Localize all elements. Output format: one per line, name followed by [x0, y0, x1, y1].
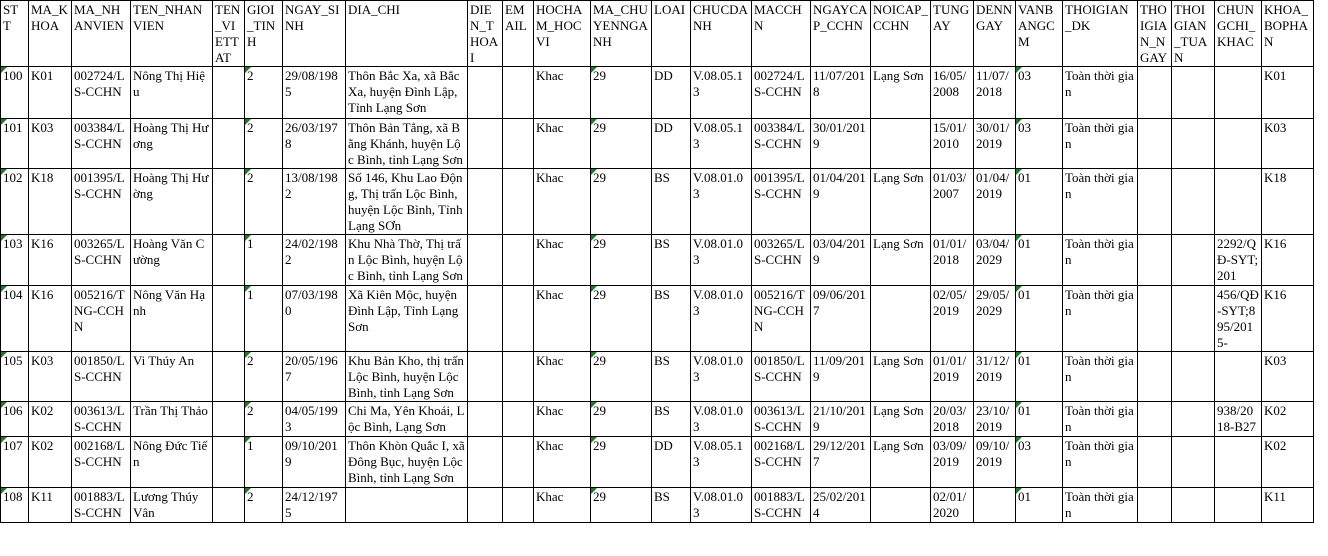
cell-denngay[interactable]: 11/07/2018	[974, 67, 1016, 119]
cell-chucdanh[interactable]: V.08.01.03	[691, 169, 752, 235]
header-thoigian-dk: THOIGIAN_DK	[1063, 1, 1138, 67]
cell-gioi-tinh[interactable]: 1	[245, 286, 283, 352]
cell-thoigian-ngay[interactable]	[1138, 488, 1172, 523]
cell-hocham-hocvi[interactable]: Khac	[534, 437, 591, 488]
cell-khoa-bophan[interactable]: K03	[1262, 119, 1314, 169]
cell-tungay[interactable]: 01/01/2018	[931, 235, 974, 286]
cell-gioi-tinh[interactable]: 2	[245, 402, 283, 437]
cell-thoigian-tuan[interactable]	[1172, 235, 1215, 286]
cell-gioi-tinh[interactable]: 1	[245, 437, 283, 488]
table-row	[1, 352, 1314, 402]
cell-loai[interactable]: BS	[652, 169, 691, 235]
cell-dia-chi[interactable]: Thôn Bắc Xa, xã Bắc Xa, huyện Đình Lập, Tỉnh Lạng Sơn	[346, 67, 468, 119]
cell-thoigian-tuan[interactable]	[1172, 437, 1215, 488]
cell-chungchi-khac[interactable]	[1215, 169, 1262, 235]
cell-dien-thoai[interactable]	[468, 437, 503, 488]
header-gioi-tinh: GIOI_TINH	[245, 1, 283, 67]
header-chungchi-khac: CHUNGCHI_KHAC	[1215, 1, 1262, 67]
cell-thoigian-tuan[interactable]	[1172, 119, 1215, 169]
cell-ma-nhanvien[interactable]: 001850/LS-CCHN	[72, 352, 131, 402]
cell-email[interactable]	[503, 286, 534, 352]
header-thoigian-tuan: THOIGIAN_TUAN	[1172, 1, 1215, 67]
cell-dia-chi[interactable]: Khu Nhà Thờ, Thị trấn Lộc Bình, huyện Lộc Bình, tỉnh Lạng Sơn	[346, 235, 468, 286]
cell-dien-thoai[interactable]	[468, 402, 503, 437]
cell-macchn[interactable]: 003384/LS-CCHN	[752, 119, 811, 169]
cell-loai[interactable]: DD	[652, 67, 691, 119]
cell-ten-nhanvien[interactable]: Lương Thúy Vân	[131, 488, 213, 523]
cell-stt[interactable]: 108	[1, 488, 29, 523]
cell-ngaycap-cchn[interactable]: 29/12/2017	[811, 437, 871, 488]
cell-email[interactable]	[503, 437, 534, 488]
header-chucdanh: CHUCDANH	[691, 1, 752, 67]
cell-chungchi-khac[interactable]: 456/QĐ-SYT;895/2015-	[1215, 286, 1262, 352]
cell-denngay[interactable]: 03/04/2029	[974, 235, 1016, 286]
cell-thoigian-tuan[interactable]	[1172, 286, 1215, 352]
cell-thoigian-dk[interactable]: Toàn thời gian	[1063, 169, 1138, 235]
cell-noicap-cchn[interactable]	[871, 119, 931, 169]
cell-ma-nhanvien[interactable]: 002724/LS-CCHN	[72, 67, 131, 119]
cell-ma-khoa[interactable]: K03	[29, 352, 72, 402]
cell-ma-khoa[interactable]: K16	[29, 286, 72, 352]
cell-hocham-hocvi[interactable]: Khac	[534, 402, 591, 437]
cell-ngay-sinh[interactable]: 26/03/1978	[283, 119, 346, 169]
table-row	[1, 119, 1314, 169]
cell-dia-chi[interactable]: Khu Bản Kho, thị trấn Lộc Bình, huyện Lộc Bình, tỉnh Lạng Sơn	[346, 352, 468, 402]
cell-ma-nhanvien[interactable]: 001395/LS-CCHN	[72, 169, 131, 235]
cell-vanbangcm[interactable]: 03	[1016, 119, 1063, 169]
cell-gioi-tinh[interactable]: 2	[245, 488, 283, 523]
cell-ngaycap-cchn[interactable]: 11/09/2019	[811, 352, 871, 402]
cell-gioi-tinh[interactable]: 2	[245, 119, 283, 169]
cell-dien-thoai[interactable]	[468, 119, 503, 169]
cell-dien-thoai[interactable]	[468, 67, 503, 119]
cell-loai[interactable]: BS	[652, 488, 691, 523]
cell-gioi-tinh[interactable]: 2	[245, 67, 283, 119]
cell-stt[interactable]: 107	[1, 437, 29, 488]
cell-macchn[interactable]: 002724/LS-CCHN	[752, 67, 811, 119]
cell-thoigian-ngay[interactable]	[1138, 67, 1172, 119]
header-ma-khoa: MA_KHOA	[29, 1, 72, 67]
cell-chungchi-khac[interactable]	[1215, 67, 1262, 119]
cell-denngay[interactable]: 01/04/2019	[974, 169, 1016, 235]
cell-ten-nhanvien[interactable]: Nông Văn Hạnh	[131, 286, 213, 352]
cell-thoigian-ngay[interactable]	[1138, 169, 1172, 235]
cell-dia-chi[interactable]	[346, 488, 468, 523]
table-row	[1, 235, 1314, 286]
cell-khoa-bophan[interactable]: K02	[1262, 437, 1314, 488]
cell-stt[interactable]: 100	[1, 67, 29, 119]
cell-khoa-bophan[interactable]: K18	[1262, 169, 1314, 235]
cell-email[interactable]	[503, 169, 534, 235]
cell-thoigian-dk[interactable]: Toàn thời gian	[1063, 119, 1138, 169]
cell-hocham-hocvi[interactable]: Khac	[534, 119, 591, 169]
cell-thoigian-ngay[interactable]	[1138, 352, 1172, 402]
cell-noicap-cchn[interactable]: Lạng Sơn	[871, 402, 931, 437]
cell-hocham-hocvi[interactable]: Khac	[534, 67, 591, 119]
cell-ma-nhanvien[interactable]: 003265/LS-CCHN	[72, 235, 131, 286]
cell-stt[interactable]: 102	[1, 169, 29, 235]
cell-chungchi-khac[interactable]	[1215, 437, 1262, 488]
cell-email[interactable]	[503, 119, 534, 169]
cell-khoa-bophan[interactable]: K16	[1262, 235, 1314, 286]
cell-dien-thoai[interactable]	[468, 235, 503, 286]
cell-vanbangcm[interactable]: 03	[1016, 437, 1063, 488]
cell-dia-chi[interactable]: Thôn Bản Tẳng, xã Bằng Khánh, huyện Lộc Bình, tỉnh Lạng Sơn	[346, 119, 468, 169]
cell-macchn[interactable]: 003265/LS-CCHN	[752, 235, 811, 286]
cell-hocham-hocvi[interactable]: Khac	[534, 235, 591, 286]
cell-ten-nhanvien[interactable]: Hoàng Văn Cường	[131, 235, 213, 286]
cell-noicap-cchn[interactable]: Lạng Sơn	[871, 437, 931, 488]
cell-ma-chuyennganh[interactable]: 29	[591, 169, 652, 235]
cell-ten-viettat[interactable]	[213, 352, 245, 402]
cell-ma-khoa[interactable]: K11	[29, 488, 72, 523]
cell-chucdanh[interactable]: V.08.01.03	[691, 488, 752, 523]
cell-ten-viettat[interactable]	[213, 286, 245, 352]
cell-thoigian-tuan[interactable]	[1172, 488, 1215, 523]
cell-noicap-cchn[interactable]: Lạng Sơn	[871, 67, 931, 119]
cell-macchn[interactable]: 001395/LS-CCHN	[752, 169, 811, 235]
cell-chungchi-khac[interactable]	[1215, 488, 1262, 523]
cell-tungay[interactable]: 02/05/2019	[931, 286, 974, 352]
cell-chucdanh[interactable]: V.08.01.03	[691, 402, 752, 437]
cell-vanbangcm[interactable]: 03	[1016, 67, 1063, 119]
cell-thoigian-dk[interactable]: Toàn thời gian	[1063, 437, 1138, 488]
cell-ma-chuyennganh[interactable]: 29	[591, 119, 652, 169]
cell-tungay[interactable]: 16/05/2008	[931, 67, 974, 119]
cell-ma-khoa[interactable]: K02	[29, 437, 72, 488]
cell-ten-nhanvien[interactable]: Hoàng Thị Hường	[131, 169, 213, 235]
cell-ma-chuyennganh[interactable]: 29	[591, 286, 652, 352]
cell-macchn[interactable]: 001883/LS-CCHN	[752, 488, 811, 523]
cell-denngay[interactable]	[974, 488, 1016, 523]
cell-ten-viettat[interactable]	[213, 119, 245, 169]
cell-khoa-bophan[interactable]: K02	[1262, 402, 1314, 437]
cell-vanbangcm[interactable]: 01	[1016, 352, 1063, 402]
cell-chungchi-khac[interactable]	[1215, 352, 1262, 402]
header-email: EMAIL	[503, 1, 534, 67]
cell-denngay[interactable]: 29/05/2029	[974, 286, 1016, 352]
cell-gioi-tinh[interactable]: 2	[245, 352, 283, 402]
cell-macchn[interactable]: 002168/LS-CCHN	[752, 437, 811, 488]
cell-gioi-tinh[interactable]: 1	[245, 235, 283, 286]
cell-ngaycap-cchn[interactable]: 03/04/2019	[811, 235, 871, 286]
cell-ten-viettat[interactable]	[213, 488, 245, 523]
header-ten-nhanvien: TEN_NHANVIEN	[131, 1, 213, 67]
cell-thoigian-dk[interactable]: Toàn thời gian	[1063, 286, 1138, 352]
cell-noicap-cchn[interactable]: Lạng Sơn	[871, 352, 931, 402]
cell-hocham-hocvi[interactable]: Khac	[534, 352, 591, 402]
cell-thoigian-tuan[interactable]	[1172, 67, 1215, 119]
cell-ma-nhanvien[interactable]: 002168/LS-CCHN	[72, 437, 131, 488]
header-denngay: DENNGAY	[974, 1, 1016, 67]
table-row	[1, 286, 1314, 352]
header-dia-chi: DIA_CHI	[346, 1, 468, 67]
cell-ngaycap-cchn[interactable]: 01/04/2019	[811, 169, 871, 235]
cell-dia-chi[interactable]: Xã Kiên Mộc, huyện Đình Lập, Tỉnh Lạng Sơn	[346, 286, 468, 352]
cell-chucdanh[interactable]: V.08.01.03	[691, 286, 752, 352]
cell-ten-nhanvien[interactable]: Nông Đức Tiến	[131, 437, 213, 488]
cell-dia-chi[interactable]: Chi Ma, Yên Khoái, Lộc Bình, Lạng Sơn	[346, 402, 468, 437]
cell-ma-nhanvien[interactable]: 005216/TNG-CCHN	[72, 286, 131, 352]
table-row	[1, 169, 1314, 235]
cell-dia-chi[interactable]: Thôn Khòn Quắc I, xã Đông Bục, huyện Lộc Bình, tỉnh Lạng Sơn	[346, 437, 468, 488]
cell-macchn[interactable]: 005216/TNG-CCHN	[752, 286, 811, 352]
table-row	[1, 488, 1314, 523]
cell-loai[interactable]: BS	[652, 235, 691, 286]
cell-loai[interactable]: BS	[652, 352, 691, 402]
cell-ngaycap-cchn[interactable]: 21/10/2019	[811, 402, 871, 437]
cell-loai[interactable]: DD	[652, 437, 691, 488]
cell-dien-thoai[interactable]	[468, 169, 503, 235]
cell-ma-chuyennganh[interactable]: 29	[591, 488, 652, 523]
cell-ma-chuyennganh[interactable]: 29	[591, 437, 652, 488]
header-dien-thoai: DIEN_THOAI	[468, 1, 503, 67]
cell-ma-nhanvien[interactable]: 003384/LS-CCHN	[72, 119, 131, 169]
cell-ngay-sinh[interactable]: 20/05/1967	[283, 352, 346, 402]
table-row	[1, 67, 1314, 119]
cell-thoigian-ngay[interactable]	[1138, 402, 1172, 437]
cell-khoa-bophan[interactable]: K01	[1262, 67, 1314, 119]
cell-ma-chuyennganh[interactable]: 29	[591, 402, 652, 437]
cell-stt[interactable]: 104	[1, 286, 29, 352]
cell-dien-thoai[interactable]	[468, 286, 503, 352]
header-ngaycap-cchn: NGAYCAP_CCHN	[811, 1, 871, 67]
cell-ngay-sinh[interactable]: 13/08/1982	[283, 169, 346, 235]
cell-denngay[interactable]: 09/10/2019	[974, 437, 1016, 488]
cell-denngay[interactable]: 30/01/2019	[974, 119, 1016, 169]
cell-ngay-sinh[interactable]: 24/02/1982	[283, 235, 346, 286]
cell-ma-khoa[interactable]: K02	[29, 402, 72, 437]
cell-thoigian-dk[interactable]: Toàn thời gian	[1063, 402, 1138, 437]
cell-chungchi-khac[interactable]: 2292/QĐ-SYT;201	[1215, 235, 1262, 286]
cell-khoa-bophan[interactable]: K16	[1262, 286, 1314, 352]
cell-stt[interactable]: 101	[1, 119, 29, 169]
header-ngay-sinh: NGAY_SINH	[283, 1, 346, 67]
cell-noicap-cchn[interactable]	[871, 286, 931, 352]
cell-macchn[interactable]: 003613/LS-CCHN	[752, 402, 811, 437]
cell-email[interactable]	[503, 67, 534, 119]
cell-ma-khoa[interactable]: K16	[29, 235, 72, 286]
cell-vanbangcm[interactable]: 01	[1016, 235, 1063, 286]
cell-email[interactable]	[503, 402, 534, 437]
header-macchn: MACCHN	[752, 1, 811, 67]
cell-stt[interactable]: 106	[1, 402, 29, 437]
header-noicap-cchn: NOICAP_CCHN	[871, 1, 931, 67]
cell-thoigian-ngay[interactable]	[1138, 286, 1172, 352]
cell-thoigian-tuan[interactable]	[1172, 402, 1215, 437]
cell-email[interactable]	[503, 235, 534, 286]
cell-dia-chi[interactable]: Số 146, Khu Lao Động, Thị trấn Lộc Bình, huyện Lộc Bình, Tỉnh Lạng SƠn	[346, 169, 468, 235]
cell-chucdanh[interactable]: V.08.01.03	[691, 235, 752, 286]
cell-thoigian-tuan[interactable]	[1172, 169, 1215, 235]
header-stt: STT	[1, 1, 29, 67]
cell-thoigian-tuan[interactable]	[1172, 352, 1215, 402]
cell-ngay-sinh[interactable]: 29/08/1985	[283, 67, 346, 119]
cell-tungay[interactable]: 20/03/2018	[931, 402, 974, 437]
cell-chungchi-khac[interactable]: 938/2018-B27	[1215, 402, 1262, 437]
cell-tungay[interactable]: 02/01/2020	[931, 488, 974, 523]
cell-ten-viettat[interactable]	[213, 169, 245, 235]
cell-khoa-bophan[interactable]: K03	[1262, 352, 1314, 402]
cell-loai[interactable]: BS	[652, 402, 691, 437]
cell-ma-chuyennganh[interactable]: 29	[591, 67, 652, 119]
cell-loai[interactable]: BS	[652, 286, 691, 352]
cell-vanbangcm[interactable]: 01	[1016, 402, 1063, 437]
cell-email[interactable]	[503, 488, 534, 523]
cell-chucdanh[interactable]: V.08.05.13	[691, 119, 752, 169]
cell-thoigian-dk[interactable]: Toàn thời gian	[1063, 235, 1138, 286]
cell-ten-nhanvien[interactable]: Trần Thị Thảo	[131, 402, 213, 437]
cell-ten-viettat[interactable]	[213, 67, 245, 119]
cell-vanbangcm[interactable]: 01	[1016, 488, 1063, 523]
cell-tungay[interactable]: 15/01/2010	[931, 119, 974, 169]
cell-khoa-bophan[interactable]: K11	[1262, 488, 1314, 523]
cell-ten-nhanvien[interactable]: Vi Thúy An	[131, 352, 213, 402]
cell-ngaycap-cchn[interactable]: 30/01/2019	[811, 119, 871, 169]
header-ma-chuyennganh: MA_CHUYENNGANH	[591, 1, 652, 67]
cell-ma-khoa[interactable]: K03	[29, 119, 72, 169]
header-thoigian-ngay: THOIGIAN_NGAY	[1138, 1, 1172, 67]
cell-denngay[interactable]: 31/12/2019	[974, 352, 1016, 402]
header-vanbangcm: VANBANGCM	[1016, 1, 1063, 67]
cell-ten-nhanvien[interactable]: Nông Thị Hiệu	[131, 67, 213, 119]
cell-ngay-sinh[interactable]: 24/12/1975	[283, 488, 346, 523]
cell-loai[interactable]: DD	[652, 119, 691, 169]
cell-ten-viettat[interactable]	[213, 235, 245, 286]
cell-tungay[interactable]: 03/09/2019	[931, 437, 974, 488]
header-ma-nhanvien: MA_NHANVIEN	[72, 1, 131, 67]
cell-hocham-hocvi[interactable]: Khac	[534, 286, 591, 352]
cell-ma-chuyennganh[interactable]: 29	[591, 235, 652, 286]
header-row	[1, 1, 1314, 67]
cell-stt[interactable]: 103	[1, 235, 29, 286]
cell-tungay[interactable]: 01/01/2019	[931, 352, 974, 402]
cell-tungay[interactable]: 01/03/2007	[931, 169, 974, 235]
cell-ngay-sinh[interactable]: 07/03/1980	[283, 286, 346, 352]
cell-ma-chuyennganh[interactable]: 29	[591, 352, 652, 402]
cell-ten-viettat[interactable]	[213, 402, 245, 437]
cell-hocham-hocvi[interactable]: Khac	[534, 488, 591, 523]
header-khoa-bophan: KHOA_BOPHAN	[1262, 1, 1314, 67]
cell-ten-nhanvien[interactable]: Hoàng Thị Hương	[131, 119, 213, 169]
cell-ngay-sinh[interactable]: 09/10/2019	[283, 437, 346, 488]
header-tungay: TUNGAY	[931, 1, 974, 67]
cell-thoigian-ngay[interactable]	[1138, 119, 1172, 169]
header-hocham-hocvi: HOCHAM_HOCVI	[534, 1, 591, 67]
cell-vanbangcm[interactable]: 01	[1016, 286, 1063, 352]
cell-noicap-cchn[interactable]: Lạng Sơn	[871, 169, 931, 235]
cell-ma-nhanvien[interactable]: 003613/LS-CCHN	[72, 402, 131, 437]
cell-chucdanh[interactable]: V.08.05.13	[691, 67, 752, 119]
cell-denngay[interactable]: 23/10/2019	[974, 402, 1016, 437]
cell-email[interactable]	[503, 352, 534, 402]
cell-ngaycap-cchn[interactable]: 11/07/2018	[811, 67, 871, 119]
cell-noicap-cchn[interactable]	[871, 488, 931, 523]
cell-ten-viettat[interactable]	[213, 437, 245, 488]
cell-thoigian-dk[interactable]: Toàn thời gian	[1063, 352, 1138, 402]
cell-dien-thoai[interactable]	[468, 488, 503, 523]
table-row	[1, 402, 1314, 437]
cell-thoigian-dk[interactable]: Toàn thời gian	[1063, 67, 1138, 119]
cell-macchn[interactable]: 001850/LS-CCHN	[752, 352, 811, 402]
cell-thoigian-ngay[interactable]	[1138, 437, 1172, 488]
cell-hocham-hocvi[interactable]: Khac	[534, 169, 591, 235]
cell-gioi-tinh[interactable]: 2	[245, 169, 283, 235]
cell-dien-thoai[interactable]	[468, 352, 503, 402]
cell-ngaycap-cchn[interactable]: 25/02/2014	[811, 488, 871, 523]
cell-ma-nhanvien[interactable]: 001883/LS-CCHN	[72, 488, 131, 523]
cell-chucdanh[interactable]: V.08.05.13	[691, 437, 752, 488]
cell-chungchi-khac[interactable]	[1215, 119, 1262, 169]
cell-thoigian-dk[interactable]: Toàn thời gian	[1063, 488, 1138, 523]
header-loai: LOAI	[652, 1, 691, 67]
cell-thoigian-ngay[interactable]	[1138, 235, 1172, 286]
header-ten-viettat: TEN_VIETTAT	[213, 1, 245, 67]
cell-ngay-sinh[interactable]: 04/05/1993	[283, 402, 346, 437]
cell-vanbangcm[interactable]: 01	[1016, 169, 1063, 235]
cell-stt[interactable]: 105	[1, 352, 29, 402]
cell-noicap-cchn[interactable]: Lạng Sơn	[871, 235, 931, 286]
cell-chucdanh[interactable]: V.08.01.03	[691, 352, 752, 402]
cell-ngaycap-cchn[interactable]: 09/06/2017	[811, 286, 871, 352]
cell-ma-khoa[interactable]: K01	[29, 67, 72, 119]
cell-ma-khoa[interactable]: K18	[29, 169, 72, 235]
table-row	[1, 437, 1314, 488]
